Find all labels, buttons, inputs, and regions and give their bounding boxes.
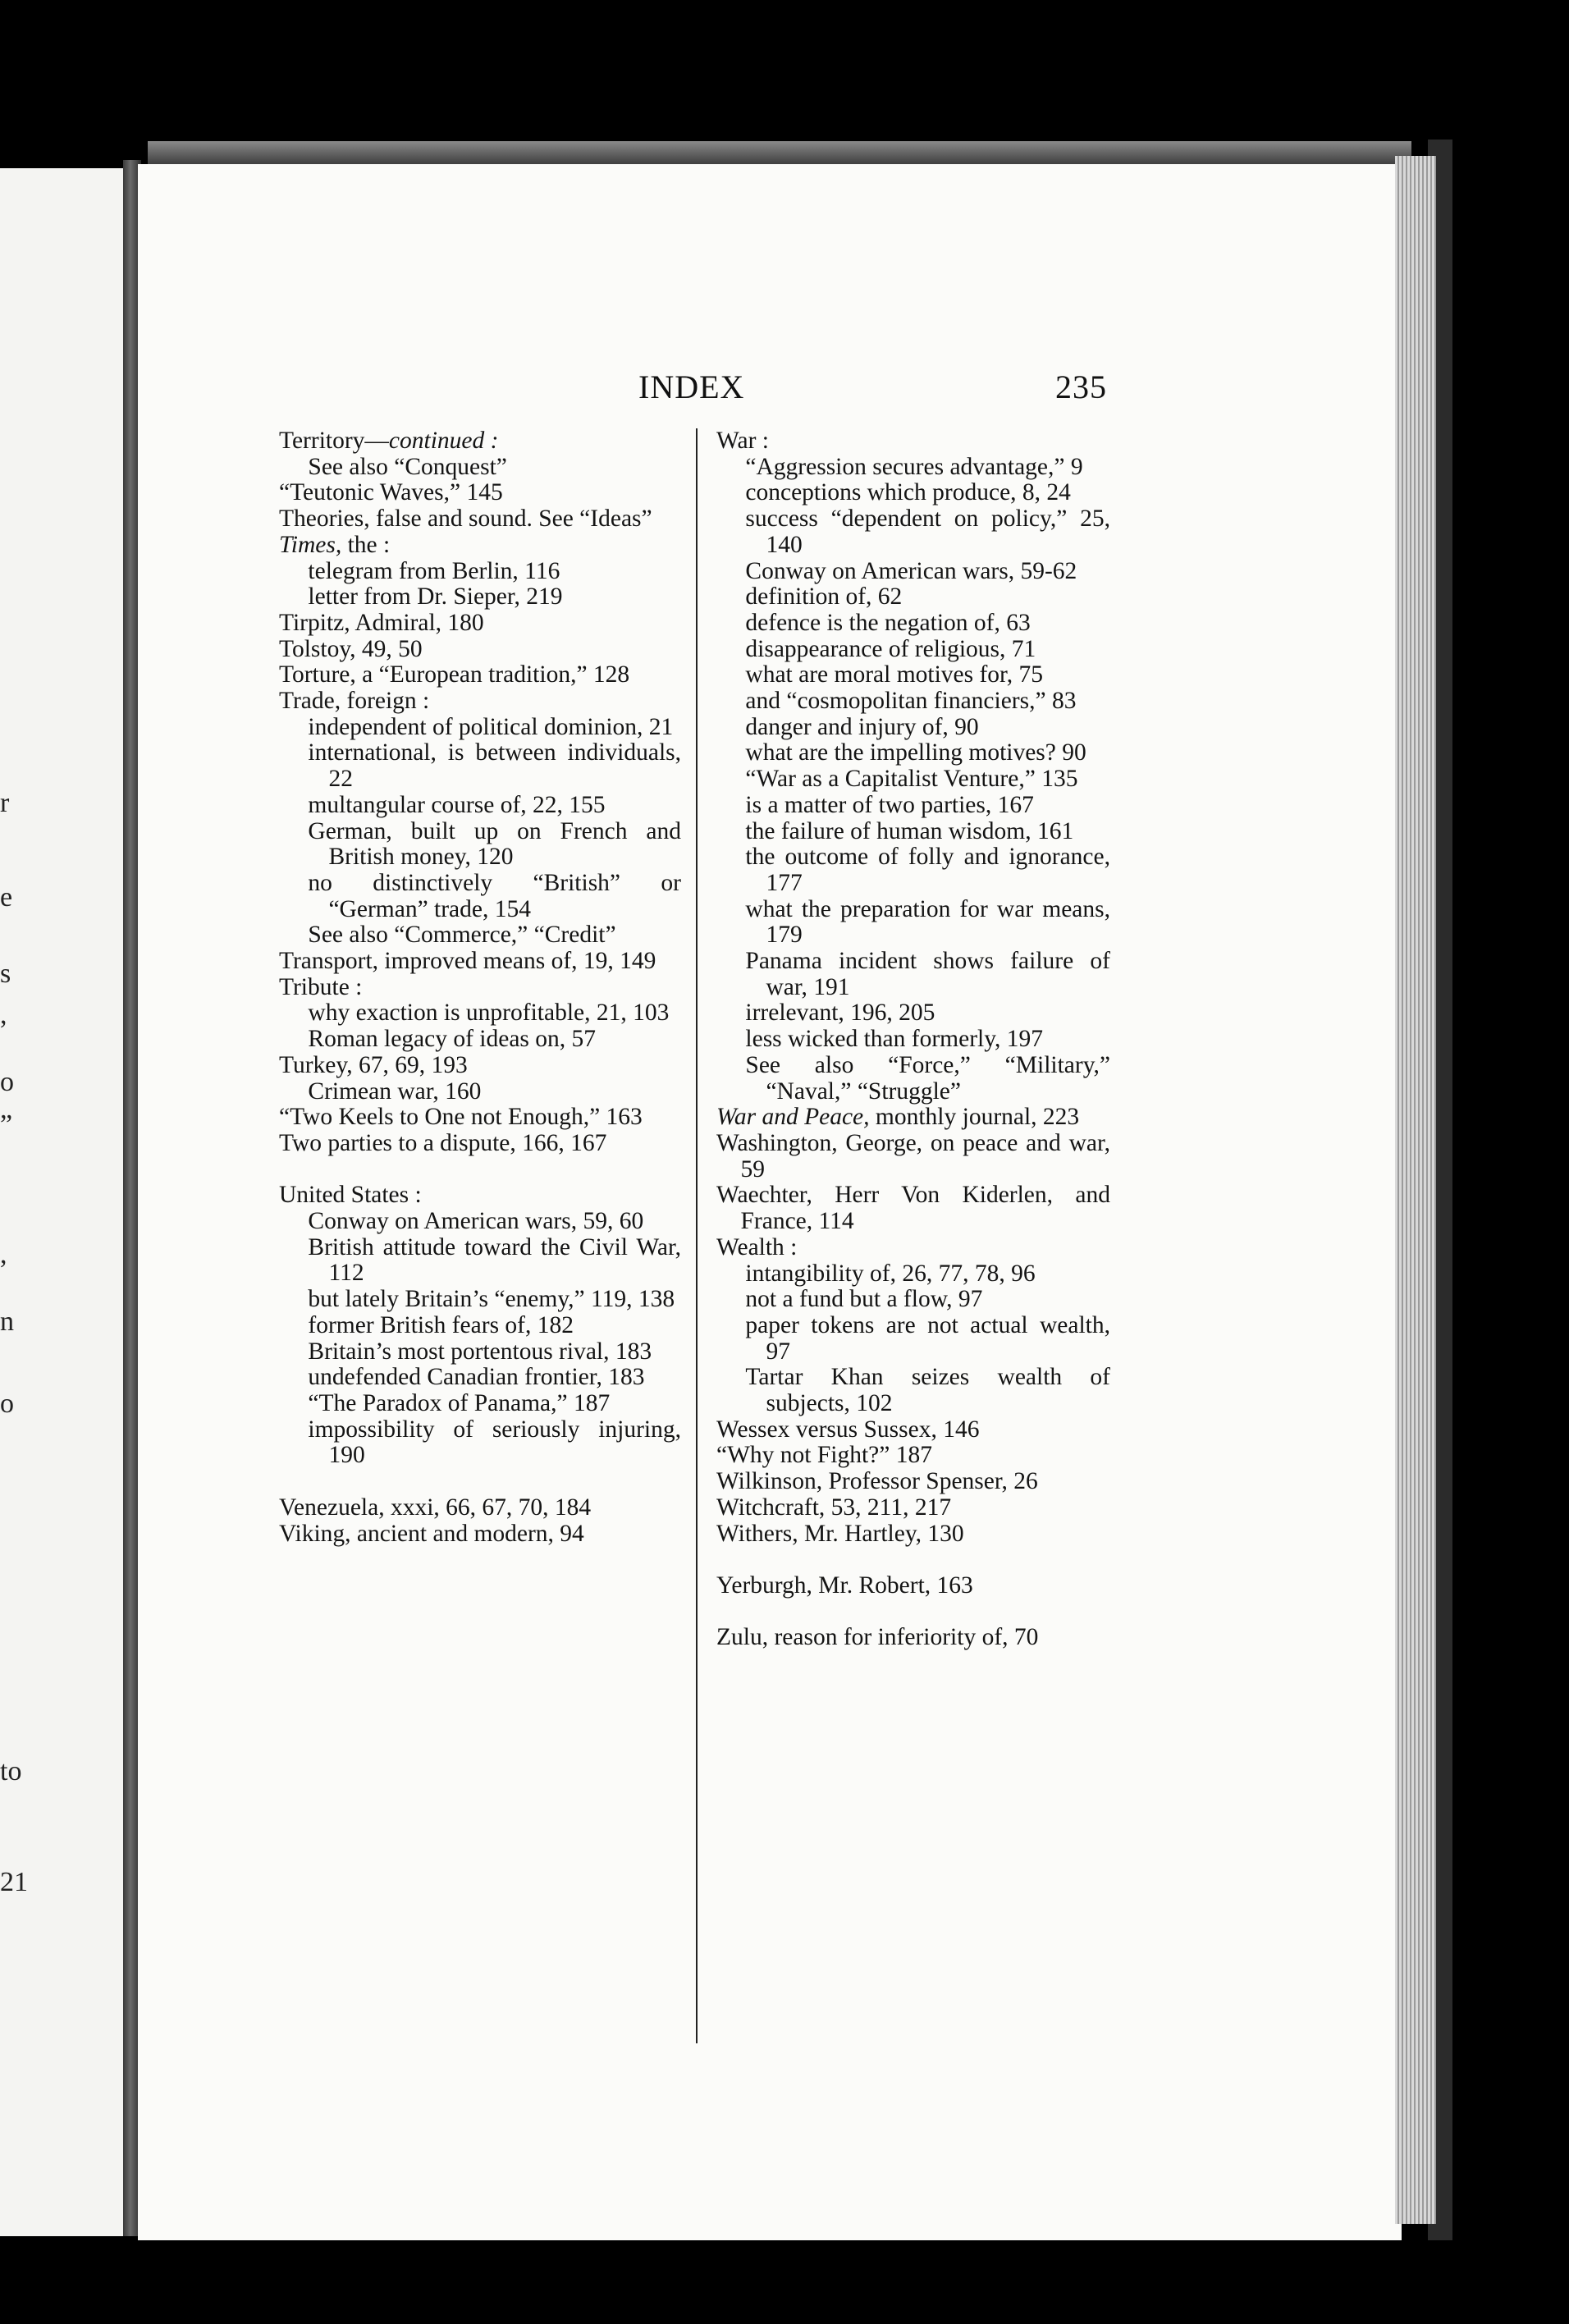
entry-text: Witchcraft, 53, 211, 217	[716, 1494, 952, 1521]
facing-page-fragment: ,	[0, 1000, 7, 1030]
index-entry	[279, 1183, 681, 1209]
column-divider	[696, 428, 698, 2043]
index-entry	[716, 1495, 1110, 1521]
index-subentry	[279, 819, 681, 871]
entry-text: Viking, ancient and modern, 94	[279, 1520, 584, 1547]
entry-gap	[279, 1157, 681, 1183]
entry-text: is a matter of two parties, 167	[745, 791, 1034, 818]
entry-text: Washington, George, on peace and war, 59	[716, 1129, 1110, 1183]
index-subentry	[279, 455, 681, 481]
index-column-left	[279, 428, 681, 1547]
entry-text: Yerburgh, Mr. Robert, 163	[716, 1571, 973, 1599]
running-head-title: INDEX	[638, 368, 745, 405]
entry-text: multangular course of, 22, 155	[308, 791, 606, 818]
page-number: 235	[1055, 368, 1107, 405]
entry-text: and “cosmopolitan financiers,” 83	[745, 688, 1077, 715]
index-subentry	[716, 949, 1110, 1000]
index-entry	[279, 533, 681, 559]
facing-page-fragment: e	[0, 882, 13, 913]
entry-text: Transport, improved means of, 19, 149	[279, 948, 656, 975]
index-entry	[279, 1053, 681, 1079]
entry-text: definition of, 62	[745, 583, 903, 611]
index-subentry	[716, 559, 1110, 585]
facing-page-fragment: o	[0, 1388, 14, 1419]
italic-suffix: continued :	[388, 428, 499, 454]
entry-text: Two parties to a dispute, 166, 167	[279, 1129, 607, 1156]
index-subentry	[279, 793, 681, 819]
index-entry	[716, 1105, 1110, 1131]
index-subentry	[716, 793, 1110, 819]
facing-page-fragment: r	[0, 788, 10, 818]
entry-text: success “dependent on policy,” 25, 140	[745, 506, 1110, 558]
entry-text: Wilkinson, Professor Spenser, 26	[716, 1468, 1038, 1495]
index-subentry	[716, 480, 1110, 506]
index-subentry	[279, 715, 681, 741]
index-entry	[279, 1131, 681, 1157]
index-subentry	[716, 584, 1110, 611]
entry-text: Tribute :	[279, 973, 363, 1000]
index-subentry	[716, 689, 1110, 715]
index-entry	[279, 1105, 681, 1131]
index-entry	[279, 689, 681, 715]
entry-text: paper tokens are not actual wealth, 97	[745, 1311, 1110, 1365]
facing-page-fragment: o	[0, 1067, 14, 1097]
entry-text: Conway on American wars, 59-62	[745, 557, 1077, 584]
entry-text: War :	[716, 428, 769, 454]
entry-text: United States :	[279, 1182, 422, 1209]
entry-text: what the preparation for war means, 179	[745, 895, 1110, 949]
index-subentry	[279, 1027, 681, 1053]
index-subentry	[716, 1053, 1110, 1105]
index-subentry	[716, 1287, 1110, 1313]
index-entry	[279, 1495, 681, 1521]
index-subentry	[716, 740, 1110, 766]
entry-text: impossibility of seriously injuring, 190	[308, 1416, 681, 1469]
index-entry	[279, 637, 681, 663]
entry-text: monthly journal, 223	[869, 1104, 1080, 1131]
index-subentry	[279, 1000, 681, 1027]
index-entry	[716, 1469, 1110, 1495]
index-subentry	[716, 1365, 1110, 1416]
entry-text: why exaction is unprofitable, 21, 103	[308, 1000, 670, 1027]
book-top-edge	[148, 141, 1411, 166]
facing-page-edge	[0, 168, 123, 2236]
index-entry	[716, 428, 1110, 455]
entry-text: the :	[341, 531, 391, 558]
entry-gap	[716, 1599, 1110, 1626]
entry-text: defence is the negation of, 63	[745, 609, 1031, 636]
entry-text: German, built up on French and British money, 120	[308, 817, 681, 871]
index-subentry	[716, 662, 1110, 689]
entry-text: what are moral motives for, 75	[745, 661, 1043, 689]
index-subentry	[716, 766, 1110, 793]
index-entry	[279, 949, 681, 975]
index-subentry	[279, 584, 681, 611]
index-subentry	[716, 897, 1110, 949]
entry-text: Theories, false and sound. See “Ideas”	[279, 506, 652, 533]
entry-text: international, is between individuals, 22	[308, 739, 681, 793]
entry-text: Wessex versus Sussex, 146	[716, 1416, 980, 1443]
index-subentry	[279, 1313, 681, 1339]
entry-text: the outcome of folly and ignorance, 177	[745, 844, 1110, 896]
index-entry	[716, 1573, 1110, 1599]
entry-text: telegram from Berlin, 116	[308, 557, 560, 584]
entry-text: Tirpitz, Admiral, 180	[279, 609, 484, 636]
entry-text: “Why not Fight?” 187	[716, 1442, 932, 1469]
index-subentry	[716, 637, 1110, 663]
index-column-right	[716, 428, 1110, 1651]
index-subentry	[716, 1261, 1110, 1288]
index-subentry	[716, 1000, 1110, 1027]
index-subentry	[716, 455, 1110, 481]
entry-text: See also “Commerce,” “Credit”	[308, 922, 616, 949]
entry-text: less wicked than formerly, 197	[745, 1026, 1044, 1053]
index-entry	[716, 1131, 1110, 1183]
index-subentry	[279, 871, 681, 922]
index-subentry	[279, 1209, 681, 1235]
entry-text: undefended Canadian frontier, 183	[308, 1364, 645, 1391]
index-entry	[279, 506, 681, 533]
entry-text: Turkey, 67, 69, 193	[279, 1051, 468, 1078]
index-subentry	[279, 1417, 681, 1469]
index-subentry	[279, 1287, 681, 1313]
entry-text: conceptions which produce, 8, 24	[745, 479, 1071, 506]
entry-text: Tartar Khan seizes wealth of subjects, 102	[745, 1364, 1110, 1417]
index-entry	[279, 611, 681, 637]
entry-text: Roman legacy of ideas on, 57	[308, 1026, 597, 1053]
entry-text: letter from Dr. Sieper, 219	[308, 583, 563, 611]
index-subentry	[716, 1027, 1110, 1053]
entry-text: “Two Keels to One not Enough,” 163	[279, 1104, 643, 1131]
entry-text: See also “Force,” “Military,” “Naval,” “Struggle”	[745, 1051, 1110, 1105]
index-subentry	[279, 740, 681, 792]
stacked-page-edges	[1395, 156, 1436, 2224]
entry-text: what are the impelling motives? 90	[745, 739, 1086, 766]
entry-text: “Aggression secures advantage,” 9	[745, 453, 1083, 480]
entry-text: independent of political dominion, 21	[308, 713, 674, 740]
entry-text: British attitude toward the Civil War, 112	[308, 1233, 681, 1287]
entry-text: not a fund but a flow, 97	[745, 1286, 983, 1313]
index-subentry	[716, 506, 1110, 558]
entry-text: Venezuela, xxxi, 66, 67, 70, 184	[279, 1494, 592, 1521]
entry-text: Territory—	[279, 428, 389, 454]
entry-text: no distinctively “British” or “German” trade, 154	[308, 869, 681, 922]
index-entry	[716, 1417, 1110, 1443]
facing-page-fragment: s	[0, 958, 11, 989]
entry-text: Torture, a “European tradition,” 128	[279, 661, 630, 689]
entry-text: Wealth :	[716, 1233, 798, 1260]
index-subentry	[716, 844, 1110, 896]
entry-text: “Teutonic Waves,” 145	[279, 479, 503, 506]
index-subentry	[279, 1365, 681, 1391]
entry-text: Zulu, reason for inferiority of, 70	[716, 1624, 1039, 1651]
entry-text: former British fears of, 182	[308, 1311, 574, 1338]
index-page	[138, 164, 1402, 2240]
entry-text: the failure of human wisdom, 161	[745, 817, 1074, 844]
index-entry	[279, 662, 681, 689]
entry-text: See also “Conquest”	[308, 453, 507, 480]
entry-text: “War as a Capitalist Venture,” 135	[745, 766, 1078, 793]
facing-page-fragment: to	[0, 1756, 22, 1786]
index-subentry	[279, 1079, 681, 1105]
italic-title: War and Peace,	[716, 1104, 870, 1131]
index-subentry	[279, 1235, 681, 1287]
index-subentry	[279, 1391, 681, 1417]
index-subentry	[716, 715, 1110, 741]
index-entry	[716, 1183, 1110, 1234]
index-entry	[279, 428, 681, 455]
entry-text: but lately Britain’s “enemy,” 119, 138	[308, 1286, 675, 1313]
entry-text: “The Paradox of Panama,” 187	[308, 1390, 611, 1416]
index-subentry	[279, 1339, 681, 1366]
entry-gap	[279, 1469, 681, 1495]
entry-text: Trade, foreign :	[279, 688, 430, 715]
entry-text: Withers, Mr. Hartley, 130	[716, 1520, 964, 1547]
entry-text: Tolstoy, 49, 50	[279, 635, 423, 662]
index-subentry	[716, 819, 1110, 845]
index-entry	[716, 1443, 1110, 1469]
index-entry	[279, 480, 681, 506]
facing-page-fragment: 21	[0, 1867, 28, 1897]
index-subentry	[716, 611, 1110, 637]
entry-text: intangibility of, 26, 77, 78, 96	[745, 1260, 1036, 1287]
italic-title: Times,	[279, 531, 342, 558]
entry-text: irrelevant, 196, 205	[745, 1000, 935, 1027]
index-subentry	[716, 1313, 1110, 1365]
facing-page-fragment: ,	[0, 1239, 7, 1270]
entry-text: disappearance of religious, 71	[745, 635, 1036, 662]
index-entry	[279, 975, 681, 1001]
index-subentry	[279, 922, 681, 949]
index-subentry	[279, 559, 681, 585]
facing-page-fragment: ”	[0, 1109, 13, 1140]
entry-text: Panama incident shows failure of war, 191	[745, 948, 1110, 1000]
entry-gap	[716, 1547, 1110, 1573]
index-entry	[716, 1625, 1110, 1651]
facing-page-fragment: n	[0, 1306, 14, 1337]
entry-text: Britain’s most portentous rival, 183	[308, 1338, 652, 1365]
entry-text: Conway on American wars, 59, 60	[308, 1208, 644, 1235]
index-entry	[279, 1521, 681, 1548]
index-entry	[716, 1521, 1110, 1548]
entry-text: danger and injury of, 90	[745, 713, 979, 740]
entry-text: Waechter, Herr Von Kiderlen, and France, 114	[716, 1182, 1110, 1235]
entry-text: Crimean war, 160	[308, 1077, 482, 1105]
index-entry	[716, 1235, 1110, 1261]
